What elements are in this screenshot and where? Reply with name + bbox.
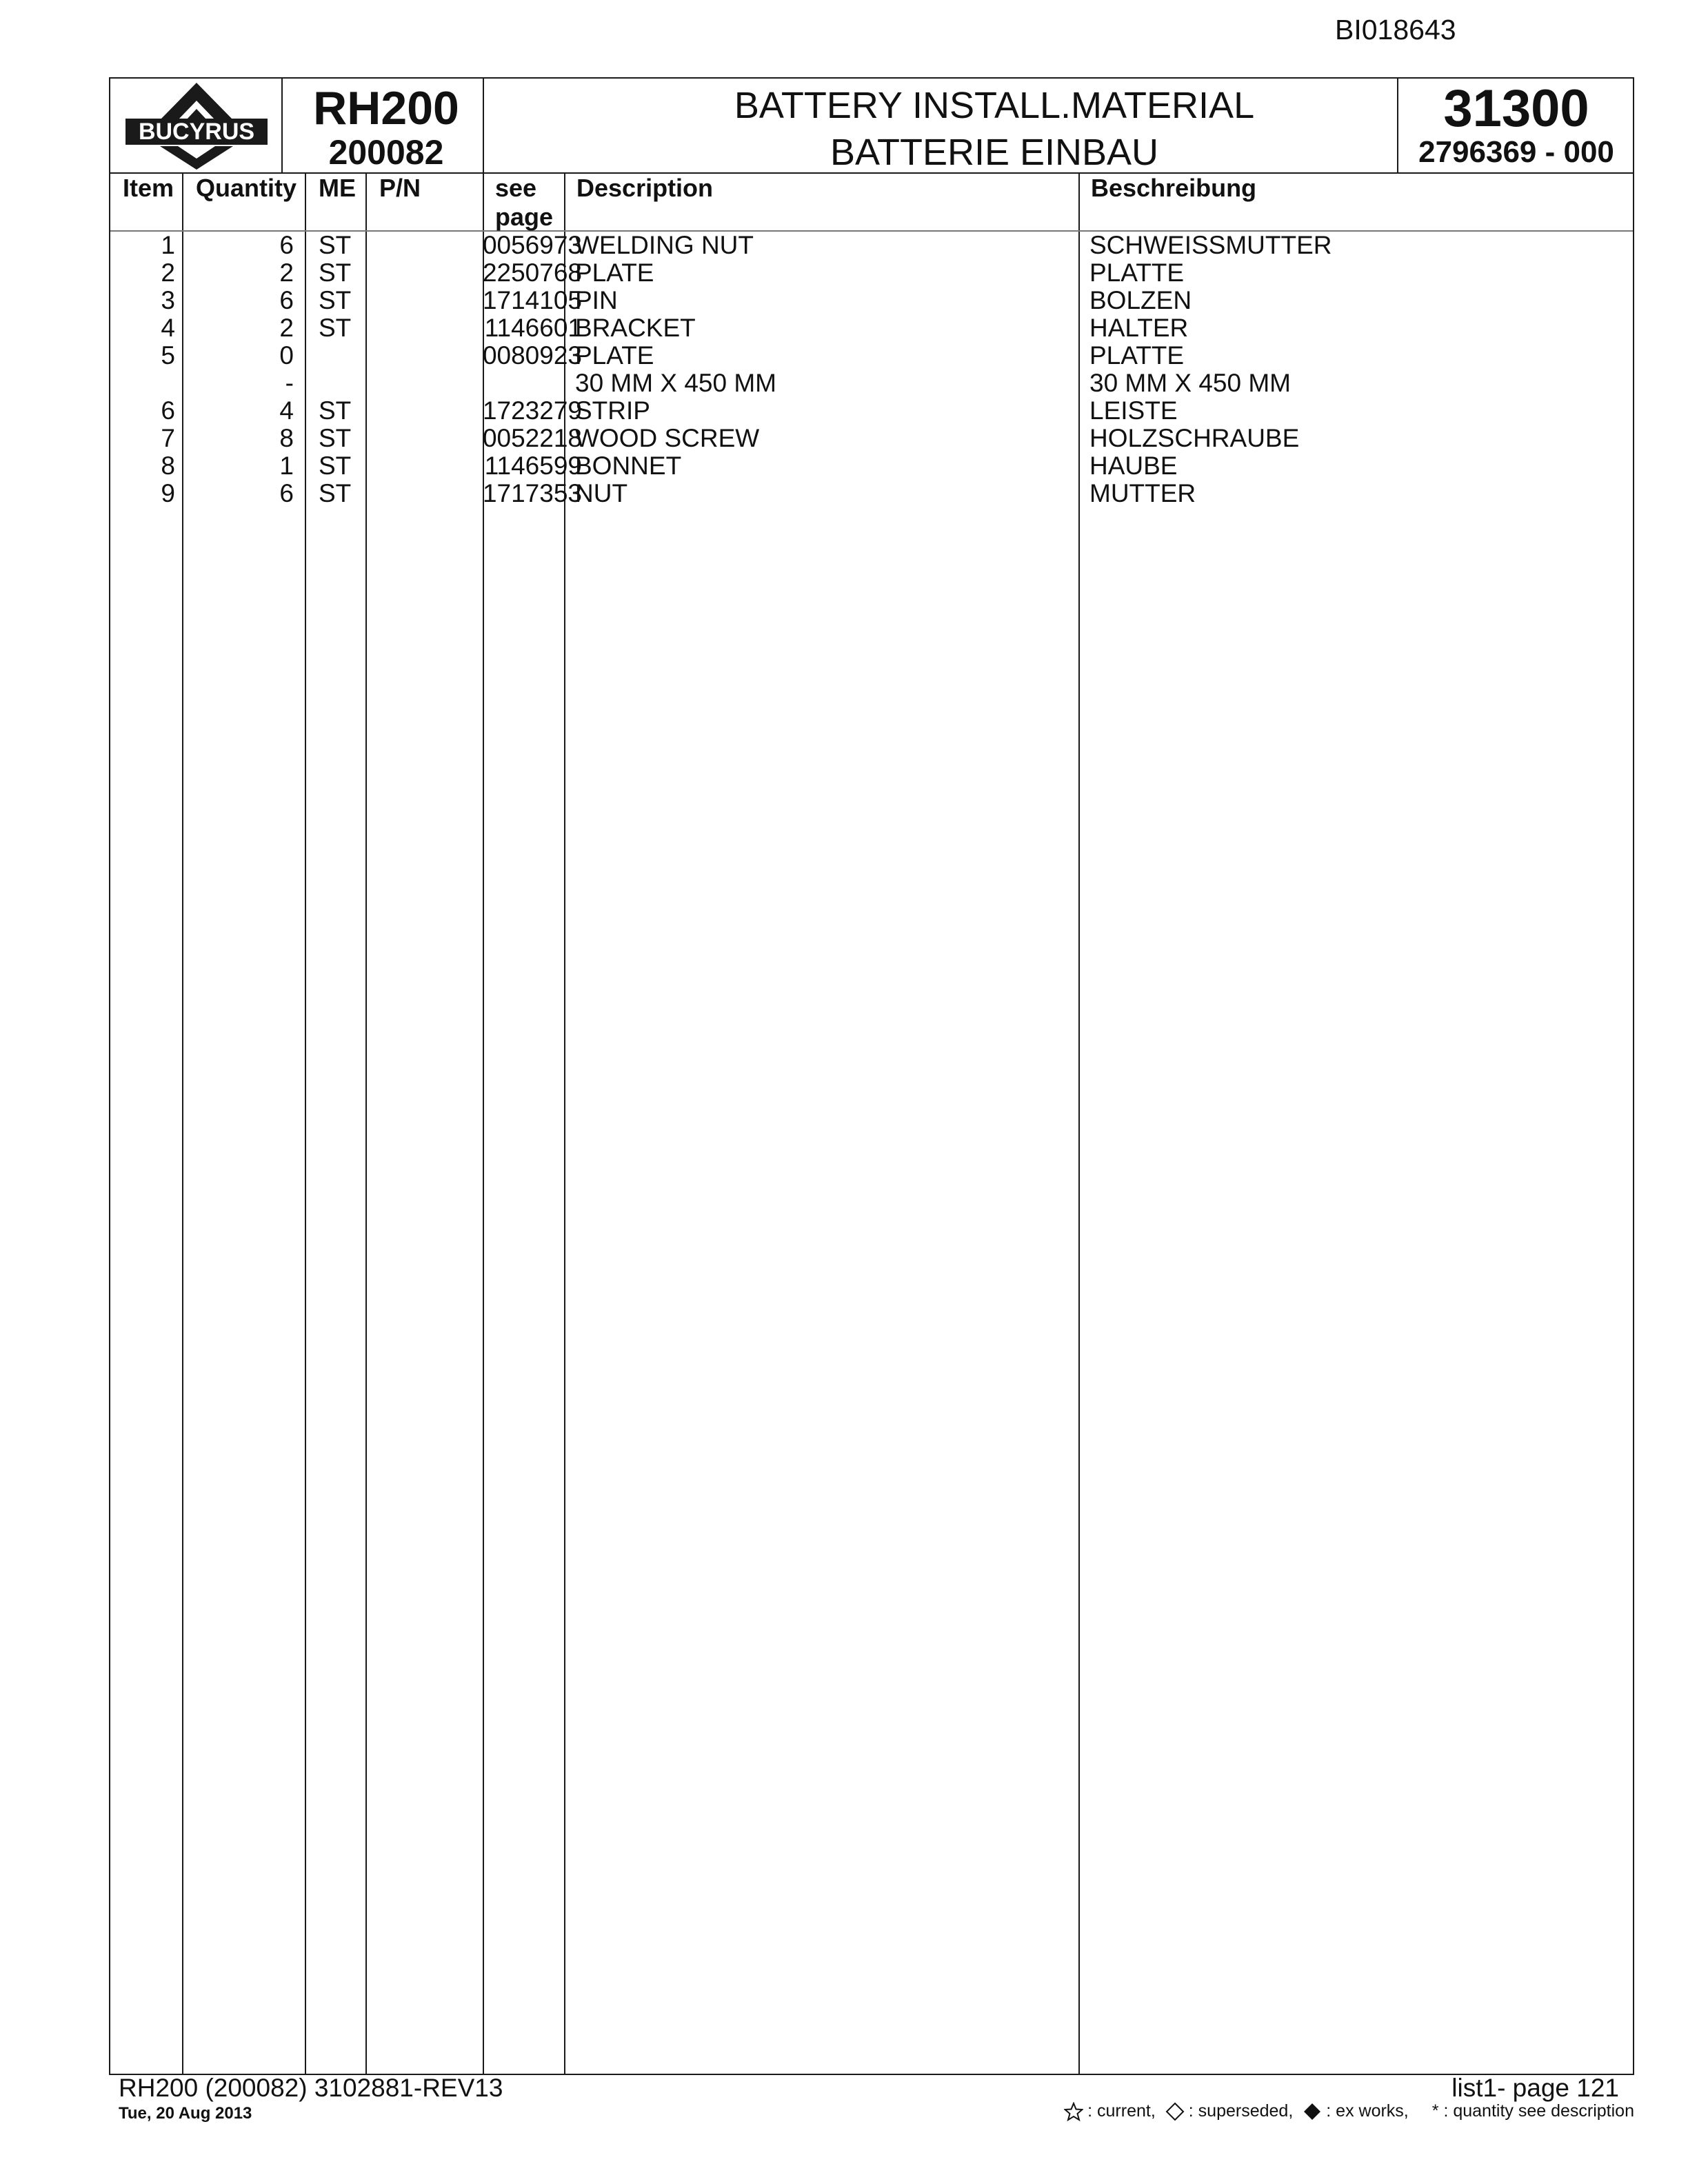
unit: ST <box>319 452 352 480</box>
legend-current-label: : current, <box>1087 2101 1156 2121</box>
footer-date: Tue, 20 Aug 2013 <box>119 2104 252 2123</box>
col-header-item: Item <box>123 174 174 202</box>
quantity: 8 <box>279 424 294 452</box>
part-number: 0052218 <box>482 424 582 452</box>
table-row <box>110 425 1633 452</box>
page-title-en: BATTERY INSTALL.MATERIAL <box>734 85 1255 126</box>
beschreibung: PLATTE <box>1089 259 1185 287</box>
item-number: 8 <box>161 452 175 480</box>
machine-model: RH200 <box>313 82 459 134</box>
unit: ST <box>319 479 352 507</box>
quantity: 2 <box>279 314 294 342</box>
beschreibung: HOLZSCHRAUBE <box>1089 424 1300 452</box>
part-number: 2250768 <box>482 259 582 287</box>
legend-quantity: * : quantity see description <box>1431 2101 1634 2121</box>
table-row <box>110 397 1633 425</box>
table-row <box>110 452 1633 480</box>
part-number: 1146601 <box>484 314 582 342</box>
unit: ST <box>319 286 352 314</box>
legend-ex-works-label: : ex works, <box>1326 2101 1409 2121</box>
quantity: 6 <box>279 286 294 314</box>
quantity: 6 <box>279 231 294 259</box>
description: PLATE <box>575 341 654 370</box>
description: WOOD SCREW <box>575 424 760 452</box>
table-row <box>110 287 1633 314</box>
star-outline-icon <box>1064 2102 1083 2121</box>
item-number: 9 <box>161 479 175 507</box>
legend-superseded <box>1165 2101 1294 2121</box>
unit: ST <box>319 424 352 452</box>
quantity: - <box>285 369 294 397</box>
drawing-number: 2796369 - 000 <box>1418 135 1614 169</box>
part-number: 1723279 <box>482 396 582 425</box>
diamond-outline-icon <box>1165 2102 1185 2121</box>
description: PIN <box>575 286 618 314</box>
item-number: 4 <box>161 314 175 342</box>
group-number: 31300 <box>1443 79 1589 138</box>
item-number: 6 <box>161 396 175 425</box>
table-row <box>110 314 1633 342</box>
beschreibung: HAUBE <box>1089 452 1178 480</box>
bucyrus-logo-mark <box>110 79 283 172</box>
diamond-filled-icon <box>1303 2102 1322 2121</box>
machine-serial: 200082 <box>328 133 444 172</box>
beschreibung: BOLZEN <box>1089 286 1192 314</box>
part-number: 1714105 <box>482 286 582 314</box>
footer-page: list1- page 121 <box>1451 2074 1619 2102</box>
unit: ST <box>319 396 352 425</box>
quantity: 6 <box>279 479 294 507</box>
col-header-quantity: Quantity <box>196 174 297 202</box>
quantity: 0 <box>279 341 294 370</box>
beschreibung: LEISTE <box>1089 396 1178 425</box>
part-number: 0056973 <box>482 231 582 259</box>
quantity: 4 <box>279 396 294 425</box>
description: NUT <box>575 479 628 507</box>
part-number: 1717353 <box>482 479 582 507</box>
description: PLATE <box>575 259 654 287</box>
beschreibung: HALTER <box>1089 314 1189 342</box>
table-row <box>110 370 1633 397</box>
col-header-beschreibung: Beschreibung <box>1091 174 1257 202</box>
description: STRIP <box>575 396 650 425</box>
beschreibung: 30 MM X 450 MM <box>1089 369 1291 397</box>
unit: ST <box>319 314 352 342</box>
item-number: 3 <box>161 286 175 314</box>
col-header-me: ME <box>319 174 356 202</box>
table-row <box>110 259 1633 287</box>
table-row <box>110 232 1633 259</box>
description: BRACKET <box>575 314 696 342</box>
logo-text: BUCYRUS <box>138 119 255 145</box>
part-number: 0080923 <box>482 341 582 370</box>
quantity: 2 <box>279 259 294 287</box>
document-id: BI018643 <box>1335 14 1456 46</box>
table-row <box>110 342 1633 370</box>
description: 30 MM X 450 MM <box>575 369 776 397</box>
legend-ex-works <box>1303 2101 1408 2121</box>
bucyrus-logo <box>110 79 283 172</box>
beschreibung: SCHWEISSMUTTER <box>1089 231 1332 259</box>
beschreibung: PLATTE <box>1089 341 1185 370</box>
col-header-description: Description <box>576 174 714 202</box>
col-header-see-page: see page <box>495 174 554 231</box>
item-number: 1 <box>161 231 175 259</box>
description: BONNET <box>575 452 682 480</box>
page-title-de: BATTERIE EINBAU <box>830 132 1159 173</box>
beschreibung: MUTTER <box>1089 479 1196 507</box>
legend-current <box>1064 2101 1156 2121</box>
quantity: 1 <box>279 452 294 480</box>
header-block <box>109 77 1634 174</box>
item-number: 2 <box>161 259 175 287</box>
item-number: 7 <box>161 424 175 452</box>
unit: ST <box>319 231 352 259</box>
item-number: 5 <box>161 341 175 370</box>
symbol-legend <box>1054 2101 1634 2121</box>
col-header-pn: P/N <box>379 174 421 202</box>
description: WELDING NUT <box>575 231 754 259</box>
table-row <box>110 480 1633 507</box>
parts-table <box>109 172 1634 2075</box>
unit: ST <box>319 259 352 287</box>
legend-superseded-label: : superseded, <box>1188 2101 1294 2121</box>
footer-reference: RH200 (200082) 3102881-REV13 <box>119 2074 503 2102</box>
part-number: 1146599 <box>484 452 582 480</box>
